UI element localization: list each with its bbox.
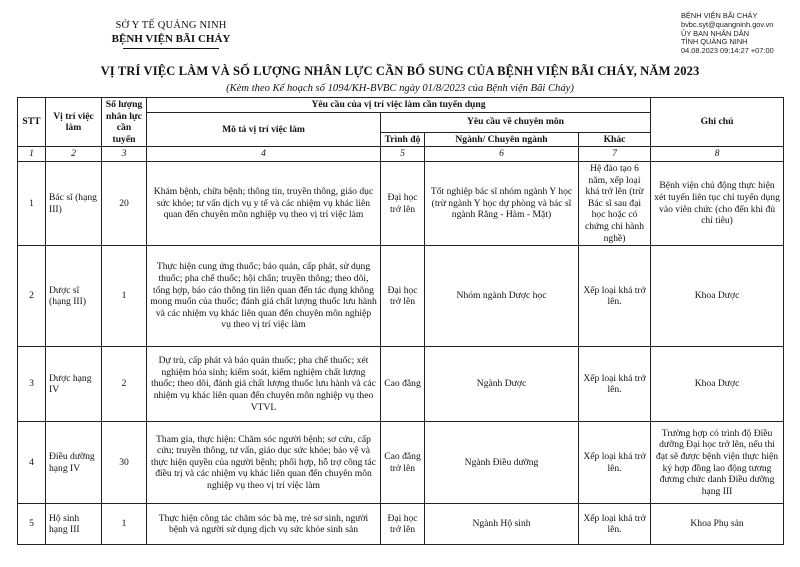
document-subtitle: (Kèm theo Kế hoạch số 1094/KH-BVBC ngày 01/8/2023 của Bệnh viện Bãi Cháy): [226, 83, 574, 94]
header-field: Ngành/ Chuyên ngành: [425, 132, 579, 147]
row-position: Bác sĩ (hạng III): [46, 161, 102, 245]
row-other: Xếp loại khá trở lên.: [579, 422, 651, 504]
table-row: [18, 347, 784, 422]
row-level: Cao đẳng: [381, 347, 425, 422]
table-row: [18, 422, 784, 504]
row-count: 30: [102, 422, 147, 504]
header-requirements-group: Yêu cầu của vị trí việc làm cần tuyển dụng: [147, 98, 651, 113]
row-stt: 1: [18, 161, 46, 245]
row-stt: 5: [18, 504, 46, 545]
row-count: 1: [102, 246, 147, 347]
header-stt: STT: [18, 98, 46, 147]
row-field: Nhóm ngành Dược học: [425, 246, 579, 347]
row-description: Tham gia, thực hiện: Chăm sóc người bệnh; sơ cứu, cấp cứu; truyền thông, tư vấn, giáo dục sức khỏe; bảo vệ và thực hiện quyền của người bệnh; phối hợp, hỗ trợ công tác điều trị và các nhiệm vụ khác liên quan đến chuyên môn nghiệp vụ theo vị trí việc làm: [147, 422, 381, 504]
column-index: 6: [425, 147, 579, 162]
row-notes: Khoa Phụ sản: [651, 504, 784, 545]
row-count: 1: [102, 504, 147, 545]
row-other: Xếp loại khá trở lên.: [579, 246, 651, 347]
stamp-line-3: ỦY BAN NHÂN DÂN: [681, 28, 750, 38]
row-description: Thực hiện cung ứng thuốc; bảo quản, cấp phát, sử dụng thuốc; pha chế thuốc; hội chẩn; truyền thông; theo dõi, tổng hợp, báo cáo thông tin liên quan đến tác dụng không mong muốn của thuốc; đánh giá chất lượng thuốc lưu hành và các nhiệm vụ khác liên quan đến chuyên môn nghiệp vụ theo vị trí việc làm: [147, 246, 381, 347]
row-level: Đại học trở lên: [381, 161, 425, 245]
header-other: Khác: [579, 132, 651, 147]
table-row: [18, 246, 784, 347]
row-level: Đại học trở lên: [381, 246, 425, 347]
stamp-line-2: bvbc.syt@quangninh.gov.vn: [681, 19, 774, 29]
row-field: Ngành Điều dưỡng: [425, 422, 579, 504]
table-row: [18, 504, 784, 545]
row-description: Thực hiện công tác chăm sóc bà mẹ, trẻ sơ sinh, người bệnh và người sử dụng dịch vụ sức khỏe sinh sản: [147, 504, 381, 545]
hospital-name: BỆNH VIỆN BÃI CHÁY: [111, 33, 231, 45]
digital-signature-stamp: [681, 12, 799, 56]
recruitment-table: [17, 97, 784, 545]
row-other: Xếp loại khá trở lên.: [579, 347, 651, 422]
row-stt: 4: [18, 422, 46, 504]
row-notes: Bệnh viện chủ động thực hiện xét tuyển liên tục chỉ tuyển dụng vào viên chức (cho đến khi đủ chỉ tiêu): [651, 161, 784, 245]
table-row: [18, 161, 784, 245]
header-count: Số lượng nhân lực cần tuyển: [102, 98, 147, 147]
column-index: 5: [381, 147, 425, 162]
row-position: Điều dưỡng hạng IV: [46, 422, 102, 504]
row-count: 20: [102, 161, 147, 245]
row-level: Đại học trở lên: [381, 504, 425, 545]
row-other: Xếp loại khá trở lên.: [579, 504, 651, 545]
column-index: 1: [18, 147, 46, 162]
row-description: Dự trù, cấp phát và bảo quản thuốc; pha chế thuốc; xét nghiệm hóa sinh; kiểm soát, kiểm nghiệm chất lượng thuốc; theo dõi, đánh giá chất lượng thuốc lưu hành và các nhiệm vụ khác liên quan đến chuyên môn nghiệp vụ theo VTVL: [147, 347, 381, 422]
row-field: Ngành Dược: [425, 347, 579, 422]
column-index: 2: [46, 147, 102, 162]
row-field: Ngành Hộ sinh: [425, 504, 579, 545]
row-level: Cao đẳng trở lên: [381, 422, 425, 504]
row-count: 2: [102, 347, 147, 422]
row-other: Hệ đào tạo 6 năm, xếp loại khá trở lên (trừ Bác sĩ sau đại học hoặc có chứng chỉ hành nghề): [579, 161, 651, 245]
header-row-1: [18, 98, 784, 113]
row-position: Dược hạng IV: [46, 347, 102, 422]
stamp-line-1: BỆNH VIỆN BÃI CHÁY: [681, 11, 758, 20]
column-index: 8: [651, 147, 784, 162]
ministry-name: SỞ Y TẾ QUẢNG NINH: [115, 20, 227, 31]
column-index: 3: [102, 147, 147, 162]
header-underline: [123, 48, 219, 49]
column-index: 7: [579, 147, 651, 162]
row-stt: 2: [18, 246, 46, 347]
header-description: Mô tả vị trí việc làm: [147, 112, 381, 147]
row-notes: Trường hợp có trình độ Điều dưỡng Đại học trở lên, nếu thi đạt sẽ được bệnh viện thực hiện ký hợp đồng lao động tương đương chức danh Điều dưỡng hạng III: [651, 422, 784, 504]
header-position: Vị trí việc làm: [46, 98, 102, 147]
column-index-row: [18, 147, 784, 162]
row-notes: Khoa Dược: [651, 347, 784, 422]
row-position: Dược sĩ (hạng III): [46, 246, 102, 347]
document-title: VỊ TRÍ VIỆC LÀM VÀ SỐ LƯỢNG NHÂN LỰC CẦN BỔ SUNG CỦA BỆNH VIỆN BÃI CHÁY, NĂM 2023: [100, 64, 700, 78]
header-expertise-group: Yêu cầu về chuyên môn: [381, 112, 651, 132]
row-stt: 3: [18, 347, 46, 422]
row-description: Khám bệnh, chữa bệnh; thông tin, truyền thông, giáo dục sức khỏe; tư vấn dịch vụ y tế và các nhiệm vụ khác liên quan đến chuyên môn nghiệp vụ theo vị trí việc làm: [147, 161, 381, 245]
stamp-line-4: TỈNH QUẢNG NINH: [681, 37, 748, 47]
row-position: Hộ sinh hạng III: [46, 504, 102, 545]
issuer-header: [96, 20, 246, 49]
row-field: Tốt nghiệp bác sĩ nhóm ngành Y học (trừ ngành Y học dự phòng và bác sĩ ngành Răng - Hàm - Mặt): [425, 161, 579, 245]
row-notes: Khoa Dược: [651, 246, 784, 347]
header-level: Trình độ: [381, 132, 425, 147]
stamp-line-5: 04.08.2023 09:14:27 +07:00: [681, 46, 774, 56]
header-notes: Ghi chú: [651, 98, 784, 147]
column-index: 4: [147, 147, 381, 162]
